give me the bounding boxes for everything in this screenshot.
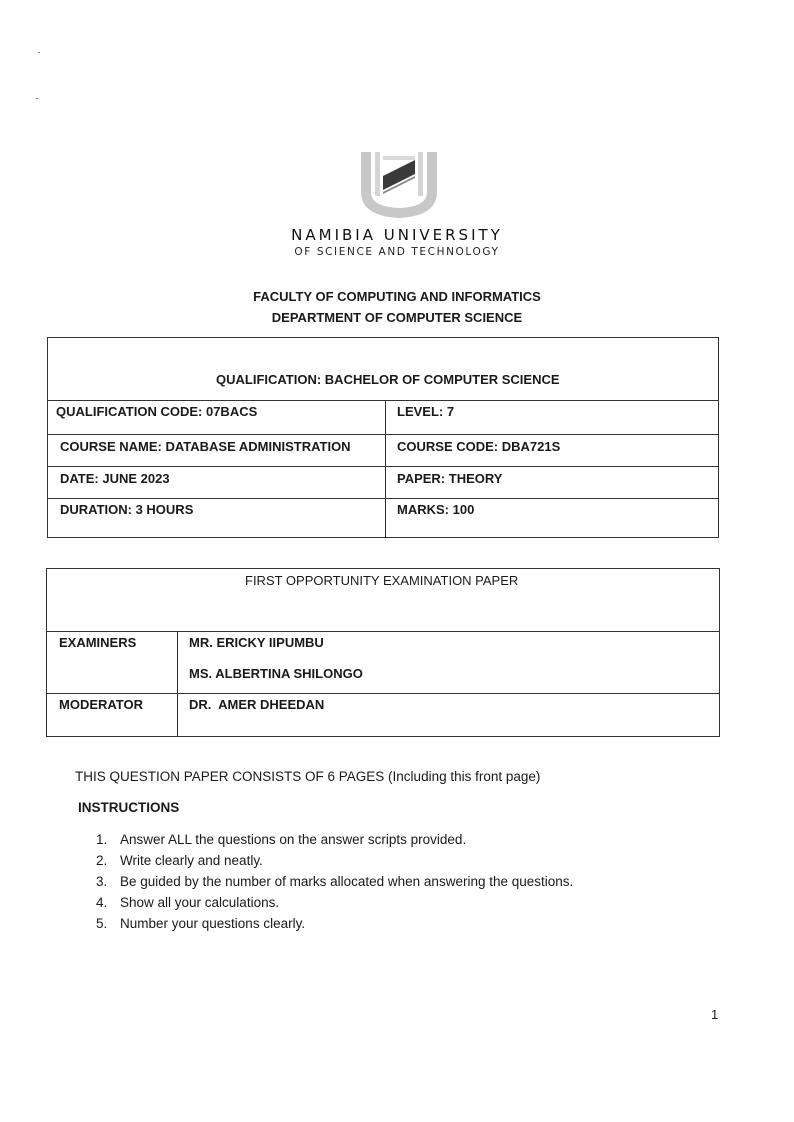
paper-type: PAPER: THEORY <box>397 471 503 486</box>
list-item: 4. Show all your calculations. <box>96 895 280 910</box>
exam-date: DATE: JUNE 2023 <box>60 471 170 486</box>
duration: DURATION: 3 HOURS <box>60 502 194 517</box>
faculty-heading: FACULTY OF COMPUTING AND INFORMATICS <box>253 289 541 304</box>
level: LEVEL: 7 <box>397 404 455 419</box>
instructions-list <box>96 829 573 934</box>
list-item: 3. Be guided by the number of marks allocated when answering the questions. <box>96 874 574 889</box>
examiner-2: MS. ALBERTINA SHILONGO <box>189 666 363 681</box>
moderator-label: MODERATOR <box>59 697 144 712</box>
nust-shield-logo-icon <box>357 150 441 220</box>
qualification-code: QUALIFICATION CODE: 07BACS <box>56 404 258 419</box>
course-code: COURSE CODE: DBA721S <box>397 439 561 454</box>
examiners-label: EXAMINERS <box>59 635 137 650</box>
qualification-title: QUALIFICATION: BACHELOR OF COMPUTER SCIENCE <box>216 372 560 387</box>
university-name: NAMIBIA UNIVERSITY <box>291 226 503 244</box>
examiner-1: MR. ERICKY IIPUMBU <box>189 635 324 650</box>
exam-title: FIRST OPPORTUNITY EXAMINATION PAPER <box>245 573 519 588</box>
pages-note: THIS QUESTION PAPER CONSISTS OF 6 PAGES (Including this front page) <box>75 769 541 784</box>
list-item: 5. Number your questions clearly. <box>96 916 306 931</box>
course-name: COURSE NAME: DATABASE ADMINISTRATION <box>60 439 351 454</box>
course-info-table <box>47 337 719 538</box>
department-heading: DEPARTMENT OF COMPUTER SCIENCE <box>271 310 523 325</box>
university-subtitle: OF SCIENCE AND TECHNOLOGY <box>294 246 500 258</box>
marks: MARKS: 100 <box>397 502 475 517</box>
list-item: 2. Write clearly and neatly. <box>96 853 263 868</box>
instructions-heading: INSTRUCTIONS <box>78 800 180 815</box>
list-item: 1. Answer ALL the questions on the answer scripts provided. <box>96 832 467 847</box>
exam-info-table <box>46 568 720 737</box>
page-number: 1 <box>711 1007 719 1022</box>
moderator-name: DR. AMER DHEEDAN <box>189 697 325 712</box>
